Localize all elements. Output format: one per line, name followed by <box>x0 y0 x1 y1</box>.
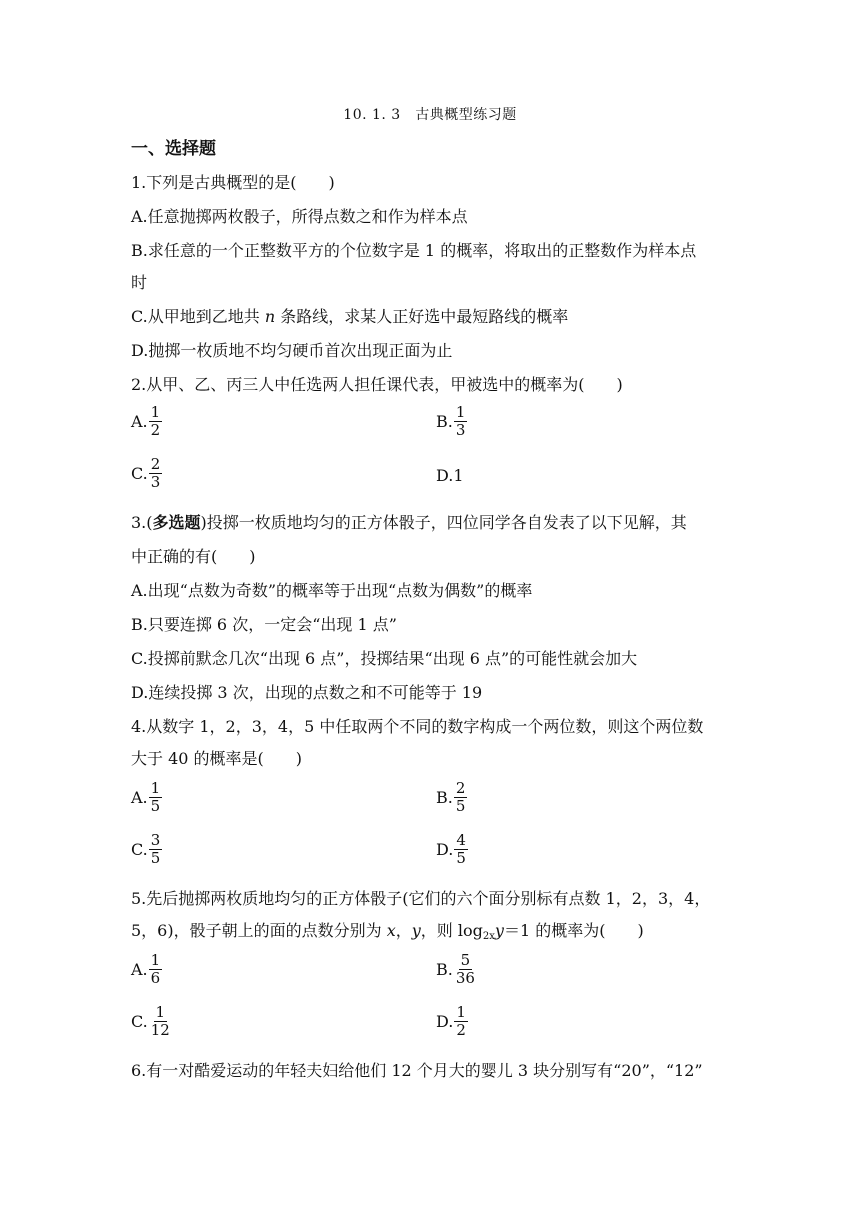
q1-c-text-2: 条路线，求某人正好选中最短路线的概率 <box>275 307 569 326</box>
numerator: 1 <box>150 951 161 969</box>
option-label: A. <box>131 787 148 807</box>
q3-option-b: B.只要连掷 6 次，一定会“出现 1 点” <box>131 615 397 634</box>
q5-option-c <box>131 1004 172 1038</box>
var-y-2: y <box>494 921 504 940</box>
fraction <box>454 404 468 438</box>
q3-stem-a: 3.( <box>131 513 153 532</box>
q5-stem-cont <box>131 918 644 942</box>
numerator: 4 <box>456 831 466 849</box>
q1-option-c <box>131 304 568 327</box>
option-label: B. <box>436 787 453 807</box>
denominator: 5 <box>456 848 466 867</box>
fraction <box>149 780 163 814</box>
q3-stem <box>131 510 687 533</box>
page-title: 10. 1. 3 古典概型练习题 <box>343 107 517 123</box>
var-y: y <box>411 921 421 940</box>
q4-stem: 4.从数字 1，2，3，4，5 中任取两个不同的数字构成一个两位数，则这个两位数 <box>131 717 704 736</box>
numerator: 1 <box>456 1003 466 1021</box>
section-heading: 一、选择题 <box>131 139 216 159</box>
q1-option-b: B.求任意的一个正整数平方的个位数字是 1 的概率，将取出的正整数作为样本点 <box>131 241 697 260</box>
q2-option-c <box>131 456 162 490</box>
option-label: A. <box>131 411 148 431</box>
q1-option-b-cont: 时 <box>131 273 148 292</box>
denominator: 2 <box>456 1020 466 1039</box>
option-label: D. <box>436 1011 454 1031</box>
denominator: 5 <box>150 848 161 867</box>
option-label: C. <box>131 839 148 859</box>
numerator: 1 <box>455 403 466 421</box>
q4-option-c <box>131 832 162 866</box>
q5-option-d <box>436 1004 468 1038</box>
fraction <box>149 1004 172 1038</box>
option-label: C. <box>131 463 148 483</box>
q5-option-b <box>436 952 477 986</box>
q2-option-a <box>131 404 162 438</box>
q2-option-d: D.1 <box>436 466 464 485</box>
q3-stem-cont: 中正确的有( ) <box>131 547 256 566</box>
q1-option-d: D.抛掷一枚质地不均匀硬币首次出现正面为止 <box>131 341 453 360</box>
q5-stem-c: ＝1 的概率为( ) <box>503 921 644 940</box>
q1-stem: 1.下列是古典概型的是( ) <box>131 173 335 192</box>
q4-option-a <box>131 780 162 814</box>
option-label: A. <box>131 959 148 979</box>
q3-multi-choice-tag: 多选题 <box>152 513 201 532</box>
numerator: 1 <box>155 1003 166 1021</box>
fraction <box>149 404 163 438</box>
fraction <box>149 832 163 866</box>
option-label: B. <box>436 411 453 431</box>
q5-stem: 5.先后抛掷两枚质地均匀的正方体骰子(它们的六个面分别标有点数 1，2，3，4， <box>131 889 711 908</box>
q4-stem-cont: 大于 40 的概率是( ) <box>131 749 303 768</box>
denominator: 12 <box>150 1020 170 1039</box>
denominator: 6 <box>150 968 161 987</box>
denominator: 36 <box>455 968 475 987</box>
q5-stem-b: ，则 log <box>420 921 483 940</box>
q4-option-b <box>436 780 467 814</box>
numerator: 5 <box>460 951 471 969</box>
option-label: D. <box>436 839 454 859</box>
q1-c-text: C.从甲地到乙地共 <box>131 307 265 326</box>
fraction <box>454 952 477 986</box>
fraction <box>149 456 163 490</box>
denominator: 5 <box>455 796 466 815</box>
q4-option-d <box>436 832 468 866</box>
numerator: 2 <box>455 779 466 797</box>
denominator: 3 <box>150 472 161 491</box>
comma: ， <box>395 921 412 940</box>
numerator: 1 <box>150 779 161 797</box>
denominator: 5 <box>150 796 161 815</box>
numerator: 1 <box>150 403 161 421</box>
fraction <box>149 952 163 986</box>
var-x: x <box>386 921 396 940</box>
fraction <box>454 1004 468 1038</box>
denominator: 2 <box>150 420 161 439</box>
q3-option-a: A.出现“点数为奇数”的概率等于出现“点数为偶数”的概率 <box>131 581 533 600</box>
option-label: B. <box>436 959 453 979</box>
fraction <box>454 780 468 814</box>
q5-stem-a: 5，6)，骰子朝上的面的点数分别为 <box>131 921 387 940</box>
denominator: 3 <box>455 420 466 439</box>
numerator: 3 <box>150 831 161 849</box>
q2-stem: 2.从甲、乙、丙三人中任选两人担任课代表，甲被选中的概率为( ) <box>131 375 623 394</box>
log-base-subscript: 2x <box>482 931 495 942</box>
q1-option-a: A.任意抛掷两枚骰子，所得点数之和作为样本点 <box>131 207 468 226</box>
q6-stem: 6.有一对酷爱运动的年轻夫妇给他们 12 个月大的婴儿 3 块分别写有“20”，“12” <box>131 1061 703 1080</box>
option-label: C. <box>131 1011 148 1031</box>
q1-c-var: n <box>264 307 276 326</box>
q3-stem-b: )投掷一枚质地均匀的正方体骰子，四位同学各自发表了以下见解，其 <box>200 513 687 532</box>
numerator: 2 <box>150 455 161 473</box>
fraction <box>454 832 468 866</box>
q3-option-c: C.投掷前默念几次“出现 6 点”，投掷结果“出现 6 点”的可能性就会加大 <box>131 649 638 668</box>
q3-option-d: D.连续投掷 3 次，出现的点数之和不可能等于 19 <box>131 683 483 702</box>
q5-option-a <box>131 952 162 986</box>
q2-option-b <box>436 404 467 438</box>
